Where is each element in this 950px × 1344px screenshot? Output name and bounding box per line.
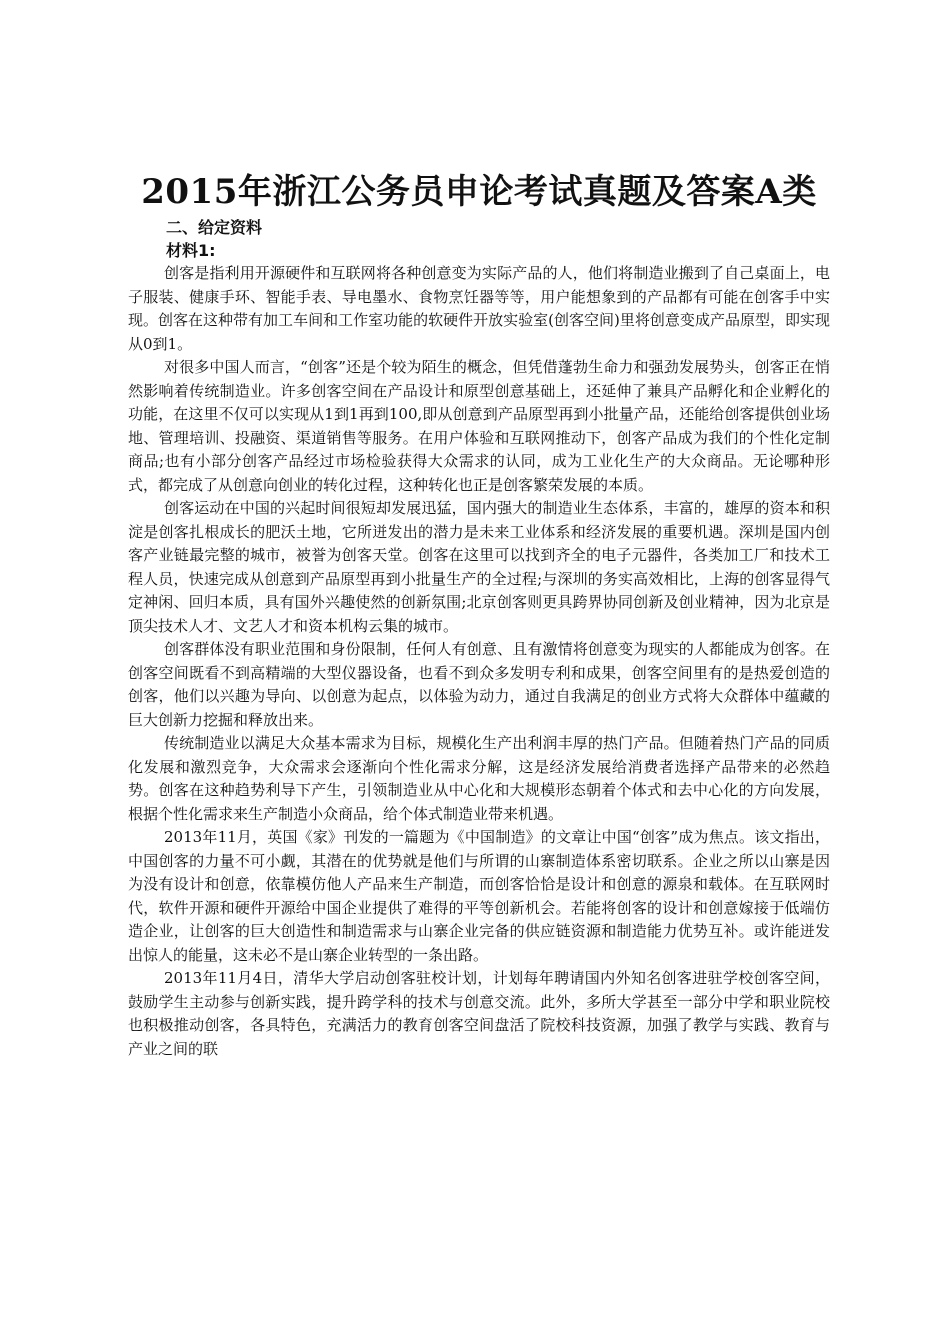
material-label: 材料1:	[166, 241, 216, 260]
paragraph-2: 对很多中国人而言，“创客”还是个较为陌生的概念，但凭借蓬勃生命力和强劲发展势头，创客正在悄然影响着传统制造业。许多创客空间在产品设计和原型创意基础上，还延伸了兼具产品孵化和企业孵化的功能，在这里不仅可以实现从1到1再到100,即从创意到产品原型再到小批量产品，还能给创客提供创业场地、管理培训、投融资、渠道销售等服务。在用户体验和互联网推动下，创客产品成为我们的个性化定制商品;也有小部分创客产品经过市场检验获得大众需求的认同，成为工业化生产的大众商品。无论哪种形式，都完成了从创意向创业的转化过程，这种转化也正是创客繁荣发展的本质。	[128, 358, 830, 494]
paragraph-5: 传统制造业以满足大众基本需求为目标，规模化生产出利润丰厚的热门产品。但随着热门产品的同质化发展和激烈竞争，大众需求会逐渐向个性化需求分解，这是经济发展给消费者选择产品带来的必然趋势。创客在这种趋势利导下产生，引领制造业从中心化和大规模形态朝着个体式和去中心化的方向发展，根据个性化需求来生产制造小众商品，给个体式制造业带来机遇。	[128, 734, 830, 823]
paragraph-6: 2013年11月，英国《家》刊发的一篇题为《中国制造》的文章让中国“创客”成为焦点。该文指出，中国创客的力量不可小觑，其潜在的优势就是他们与所谓的山寨制造体系密切联系。企业之所以山寨是因为没有设计和创意，依靠模仿他人产品来生产制造，而创客恰恰是设计和创意的源泉和载体。在互联网时代，软件开源和硬件开源给中国企业提供了难得的平等创新机会。若能将创客的设计和创意嫁接于低端仿造企业，让创客的巨大创造性和制造需求与山寨企业完备的供应链资源和制造能力优势互补。或许能迸发出惊人的能量，这未必不是山寨企业转型的一条出路。	[128, 828, 830, 964]
paragraph-4: 创客群体没有职业范围和身份限制，任何人有创意、且有激情将创意变为现实的人都能成为创客。在创客空间既看不到高精端的大型仪器设备，也看不到众多发明专利和成果，创客空间里有的是热爱创造的创客，他们以兴趣为导向、以创意为起点，以体验为动力，通过自我满足的创业方式将大众群体中蕴藏的巨大创新力挖掘和释放出来。	[128, 640, 830, 729]
paragraph-3: 创客运动在中国的兴起时间很短却发展迅猛，国内强大的制造业生态体系，丰富的，雄厚的资本和积淀是创客扎根成长的肥沃土地，它所迸发出的潜力是未来工业体系和经济发展的重要机遇。深圳是国内创客产业链最完整的城市，被誉为创客天堂。创客在这里可以找到齐全的电子元器件，各类加工厂和技术工程人员，快速完成从创意到产品原型再到小批量生产的全过程;与深圳的务实高效相比，上海的创客显得气定神闲、回归本质，具有国外兴趣使然的创新氛围;北京创客则更具跨界协同创新及创业精神，因为北京是顶尖技术人才、文艺人才和资本机构云集的城市。	[128, 499, 830, 635]
section-heading: 二、给定资料	[166, 218, 263, 237]
document-title: 2015年浙江公务员申论考试真题及答案A类	[141, 172, 817, 212]
paragraph-7: 2013年11月4日，清华大学启动创客驻校计划，计划每年聘请国内外知名创客进驻学校创客空间，鼓励学生主动参与创新实践，提升跨学科的技术与创意交流。此外，多所大学甚至一部分中学和职业院校也积极推动创客，各具特色，充满活力的教育创客空间盘活了院校科技资源，加强了教学与实践、教育与产业之间的联	[128, 969, 830, 1058]
paragraph-1: 创客是指利用开源硬件和互联网将各种创意变为实际产品的人，他们将制造业搬到了自己桌面上，电子服装、健康手环、智能手表、导电墨水、食物烹饪器等等，用户能想象到的产品都有可能在创客手中实现。创客在这种带有加工车间和工作室功能的软硬件开放实验室(创客空间)里将创意变成产品原型，即实现从0到1。	[128, 264, 830, 353]
document-page	[128, 170, 830, 1061]
